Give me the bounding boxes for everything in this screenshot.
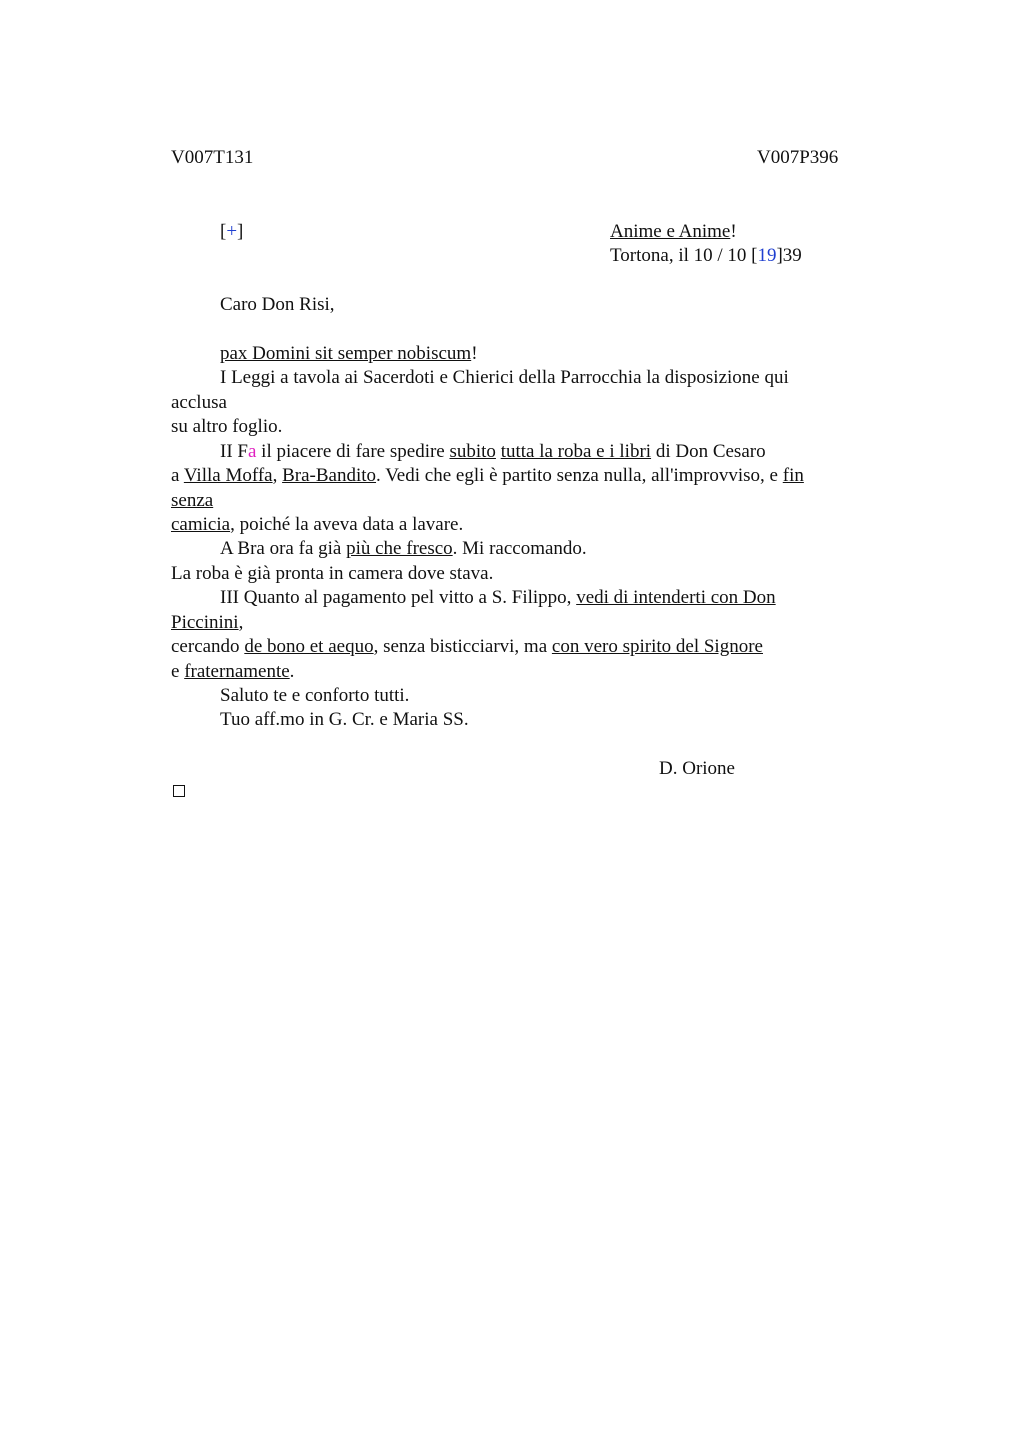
closing-line-2: Tuo aff.mo in G. Cr. e Maria SS. bbox=[220, 709, 469, 730]
bracket-open: [ bbox=[220, 221, 227, 242]
text-run: a bbox=[171, 465, 184, 486]
document-code-right: V007P396 bbox=[757, 147, 839, 168]
text-run: il piacere di fare spedire bbox=[256, 441, 450, 462]
cross-marker bbox=[220, 220, 243, 244]
text-run: di Don Cesaro bbox=[651, 441, 766, 462]
paragraph-2-line-3 bbox=[171, 489, 213, 513]
text-run: III Quanto al pagamento pel vitto a S. Filippo, bbox=[220, 587, 577, 608]
text-run: , poiché la aveva data a lavare. bbox=[230, 514, 464, 535]
underlined-text: con vero spirito del Signore bbox=[551, 636, 763, 657]
paragraph-4-line-4 bbox=[171, 660, 294, 684]
paragraph-2-line-1 bbox=[220, 440, 766, 464]
paragraph-1-line-2: acclusa bbox=[171, 392, 227, 413]
text-run: , bbox=[238, 612, 244, 633]
underlined-text: de bono et aequo bbox=[244, 636, 374, 657]
underlined-text: tutta la roba e i libri bbox=[500, 441, 652, 462]
text-run: e bbox=[171, 661, 185, 682]
paragraph-3-line-2: La roba è già pronta in camera dove stava. bbox=[171, 563, 494, 584]
underlined-text: più che fresco bbox=[346, 538, 453, 559]
place-date bbox=[610, 244, 802, 268]
text-run: . bbox=[289, 661, 295, 682]
underlined-text: senza bbox=[171, 490, 214, 511]
document-code-left: V007T131 bbox=[171, 147, 254, 168]
year-century: 19 bbox=[757, 245, 777, 266]
place-date-prefix: Tortona, il 10 / 10 [ bbox=[610, 245, 758, 266]
motto-punct: ! bbox=[730, 221, 737, 242]
blessing-text: pax Domini sit semper nobiscum bbox=[220, 343, 472, 364]
bracket-close: ] bbox=[237, 221, 244, 242]
checkbox-square-icon bbox=[173, 785, 185, 797]
text-run-highlight: a bbox=[247, 441, 257, 462]
underlined-text: Bra-Bandito bbox=[282, 465, 377, 486]
cross-icon: + bbox=[226, 221, 238, 242]
motto-text: Anime e Anime bbox=[610, 221, 731, 242]
text-run: , bbox=[272, 465, 283, 486]
underlined-text: Piccinini bbox=[171, 612, 239, 633]
year-close: ]39 bbox=[776, 245, 802, 266]
text-run: . Vedi che egli è partito senza nulla, all'improvviso, e bbox=[376, 465, 783, 486]
underlined-text: camicia bbox=[171, 514, 231, 535]
underlined-text: fraternamente bbox=[184, 661, 290, 682]
closing-line-1: Saluto te e conforto tutti. bbox=[220, 685, 410, 706]
underlined-text: fin bbox=[782, 465, 804, 486]
text-run: cercando bbox=[171, 636, 245, 657]
text-run: , senza bisticciarvi, ma bbox=[373, 636, 552, 657]
signature: D. Orione bbox=[659, 758, 735, 779]
blessing-punct: ! bbox=[471, 343, 478, 364]
underlined-text: vedi di intenderti con Don bbox=[576, 587, 776, 608]
paragraph-4-line-1 bbox=[220, 586, 776, 610]
text-run: II F bbox=[220, 441, 248, 462]
greeting: Caro Don Risi, bbox=[220, 294, 335, 315]
paragraph-1-line-1: I Leggi a tavola ai Sacerdoti e Chierici della Parrocchia la disposizione qui bbox=[220, 367, 789, 388]
paragraph-3-line-1 bbox=[220, 537, 587, 561]
underlined-text: Villa Moffa bbox=[183, 465, 273, 486]
underlined-text: subito bbox=[449, 441, 496, 462]
blessing bbox=[220, 342, 478, 366]
paragraph-4-line-2 bbox=[171, 611, 243, 635]
paragraph-2-line-2 bbox=[171, 464, 804, 488]
paragraph-4-line-3 bbox=[171, 635, 763, 659]
text-run: . Mi raccomando. bbox=[452, 538, 587, 559]
paragraph-2-line-4 bbox=[171, 513, 463, 537]
text-run: A Bra ora fa già bbox=[220, 538, 347, 559]
paragraph-1-line-3: su altro foglio. bbox=[171, 416, 283, 437]
motto bbox=[610, 220, 737, 244]
